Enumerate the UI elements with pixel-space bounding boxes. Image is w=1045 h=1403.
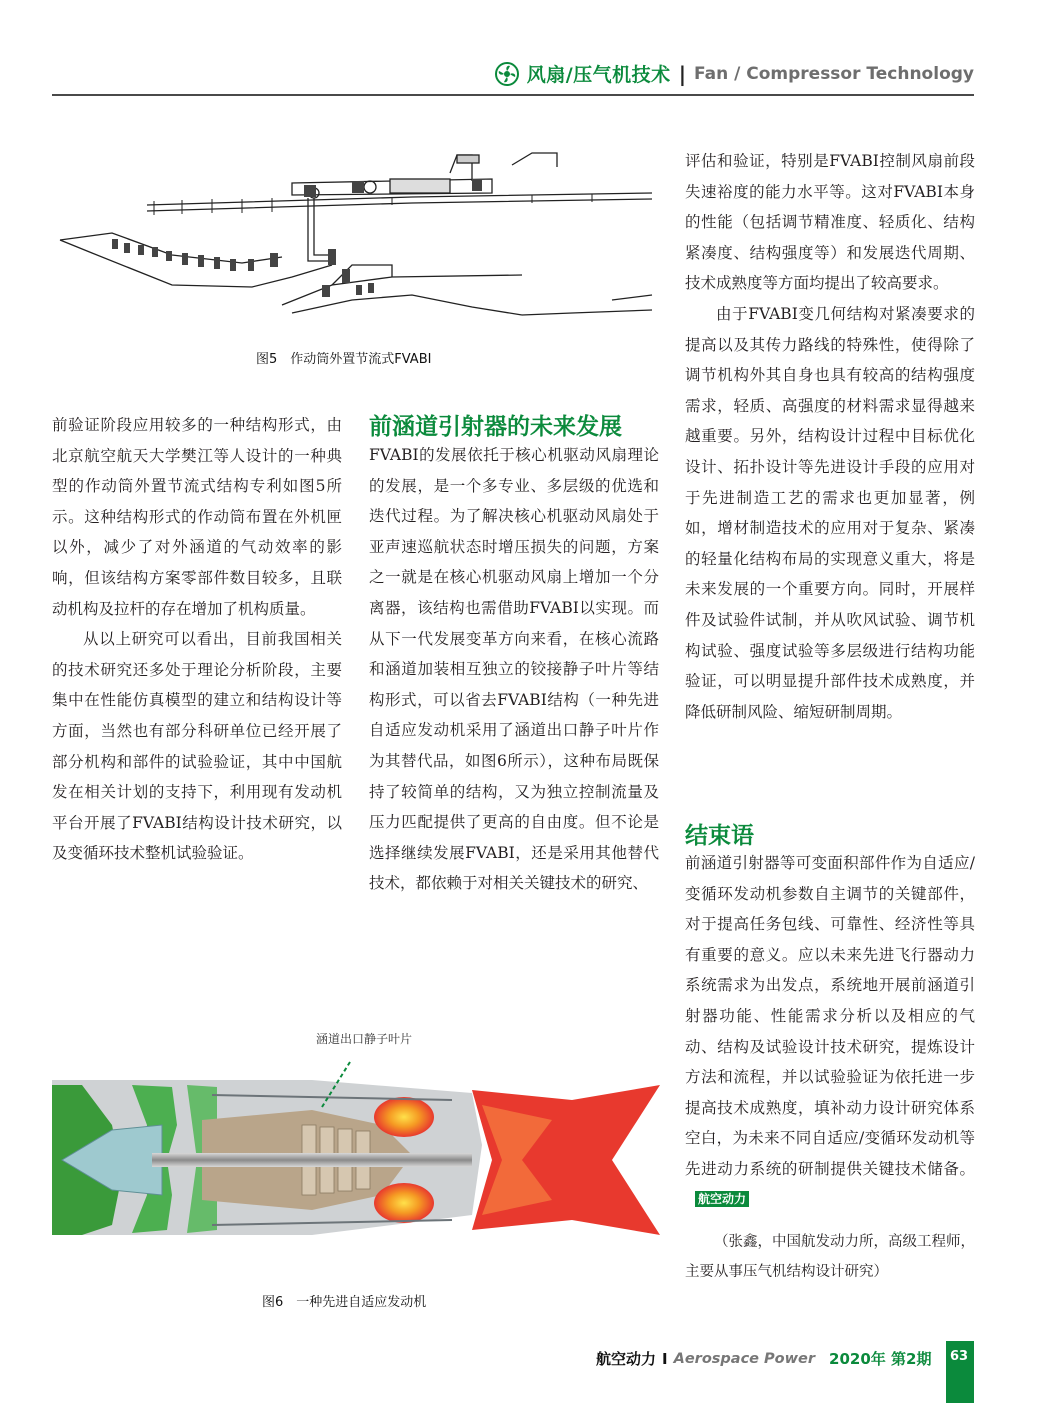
conclusion-text: 前涵道引射器等可变面积部件作为自适应/变循环发动机参数自主调节的关键部件，对于提高任务包线、可靠性、经济性等具有重要的意义。应以未来先进飞行器动力系统需求为出发点，系统地开展前涵道引射器功能、性能需求分析以及相应的气动、结构及试验设计技术研究，提炼设计方法和流程，并以试验验证为依托进一步提高技术成熟度，填补动力设计研究体系空白，为未来不同自适应/变循环发动机等先进动力系统的研制提供关键技术储备。	[685, 854, 975, 1178]
paragraph: 评估和验证，特别是FVABI控制风扇前段失速裕度的能力水平等。这对FVABI本身的性能（包括调节精准度、轻质化、结构紧凑度、结构强度等）和发展迭代周期、技术成熟度等方面均提出了较高要求。	[685, 152, 975, 293]
running-footer	[596, 1348, 931, 1369]
column-2	[369, 440, 659, 899]
header-title-group	[495, 60, 974, 87]
footer-magazine-cn: 航空动力	[596, 1350, 657, 1368]
figure-5-caption: 图5 作动筒外置节流式FVABI	[256, 352, 432, 367]
figure-5-drawing	[52, 135, 660, 345]
section-heading-conclusion: 结束语	[685, 823, 754, 849]
running-header	[52, 56, 974, 96]
page-number: 63	[950, 1349, 969, 1364]
paragraph: 前验证阶段应用较多的一种结构形式，由北京航空航天大学樊江等人设计的一种典型的作动筒外置节流式结构专利如图5所示。这种结构形式的作动筒布置在外机匣以外，减少了对外涵道的气动效率的影响，但该结构方案零部件数目较多，且联动机构及拉杆的存在增加了机构质量。	[52, 416, 342, 618]
end-mark-badge: 航空动力	[695, 1191, 749, 1207]
paragraph: 由于FVABI变几何结构对紧凑要求的提高以及其传力路线的特殊性，使得除了调节机构外其自身也具有较高的结构强度需求，轻质、高强度的材料需求显得越来越重要。另外，结构设计过程中目标优化设计、拓扑设计等先进设计手段的应用对于先进制造工艺的需求也更加显著，例如，增材制造技术的应用对于复杂、紧凑的轻量化结构布局的实现意义重大，将是未来发展的一个重要方向。同时，开展样件及试验件试制，并从吹风试验、调节机构试验、强度试验等多层级进行结构功能验证，可以明显提升部件技术成熟度，并降低研制风险、缩短研制周期。	[685, 304, 975, 721]
fan-logo-icon	[495, 62, 519, 86]
header-section-cn: 风扇/压气机技术	[526, 64, 671, 86]
footer-issue: 2020年 第2期	[829, 1350, 932, 1368]
figure-6-caption: 图6 一种先进自适应发动机	[262, 1295, 427, 1310]
header-rule	[52, 94, 974, 96]
column-1	[52, 410, 342, 869]
footer-separator: I	[662, 1349, 668, 1368]
author-text: （张鑫，中国航发动力所，高级工程师，主要从事压气机结构设计研究）	[685, 1234, 975, 1280]
paragraph: FVABI的发展依托于核心机驱动风扇理论的发展，是一个多专业、多层级的优选和迭代过程。为了解决核心机驱动风扇处于亚声速巡航状态时增压损失的问题，方案之一就是在核心机驱动风扇上增加一个分离器，该结构也需借助FVABI以实现。而从下一代发展变革方向来看，在核心流路和涵道加装相互独立的铰接静子叶片等结构形式，可以省去FVABI结构（一种先进自适应发动机采用了涵道出口静子叶片作为其替代品，如图6所示），这种布局既保持了较简单的结构，又为独立控制流量及压力匹配提供了更高的自由度。但不论是选择继续发展FVABI，还是采用其他替代技术，都依赖于对相关关键技术的研究、	[369, 446, 659, 893]
footer-magazine-en: Aerospace Power	[673, 1350, 816, 1367]
header-separator: |	[678, 61, 686, 86]
header-section-en: Fan / Compressor Technology	[694, 63, 974, 84]
conclusion-body	[685, 848, 975, 1215]
paragraph	[685, 848, 975, 1215]
author-note	[685, 1228, 975, 1287]
figure-6-annotation: 涵道出口静子叶片	[316, 1032, 413, 1046]
figure-6-engine-cutaway	[52, 1025, 660, 1275]
paragraph: 从以上研究可以看出，目前我国相关的技术研究还多处于理论分析阶段，主要集中在性能仿真模型的建立和结构设计等方面，当然也有部分科研单位已经开展了部分机构和部件的试验验证，其中中国航发在相关计划的支持下，利用现有发动机平台开展了FVABI结构设计技术研究，以及变循环技术整机试验验证。	[52, 630, 342, 863]
column-3	[685, 146, 975, 727]
section-heading-future: 前涵道引射器的未来发展	[369, 414, 622, 440]
